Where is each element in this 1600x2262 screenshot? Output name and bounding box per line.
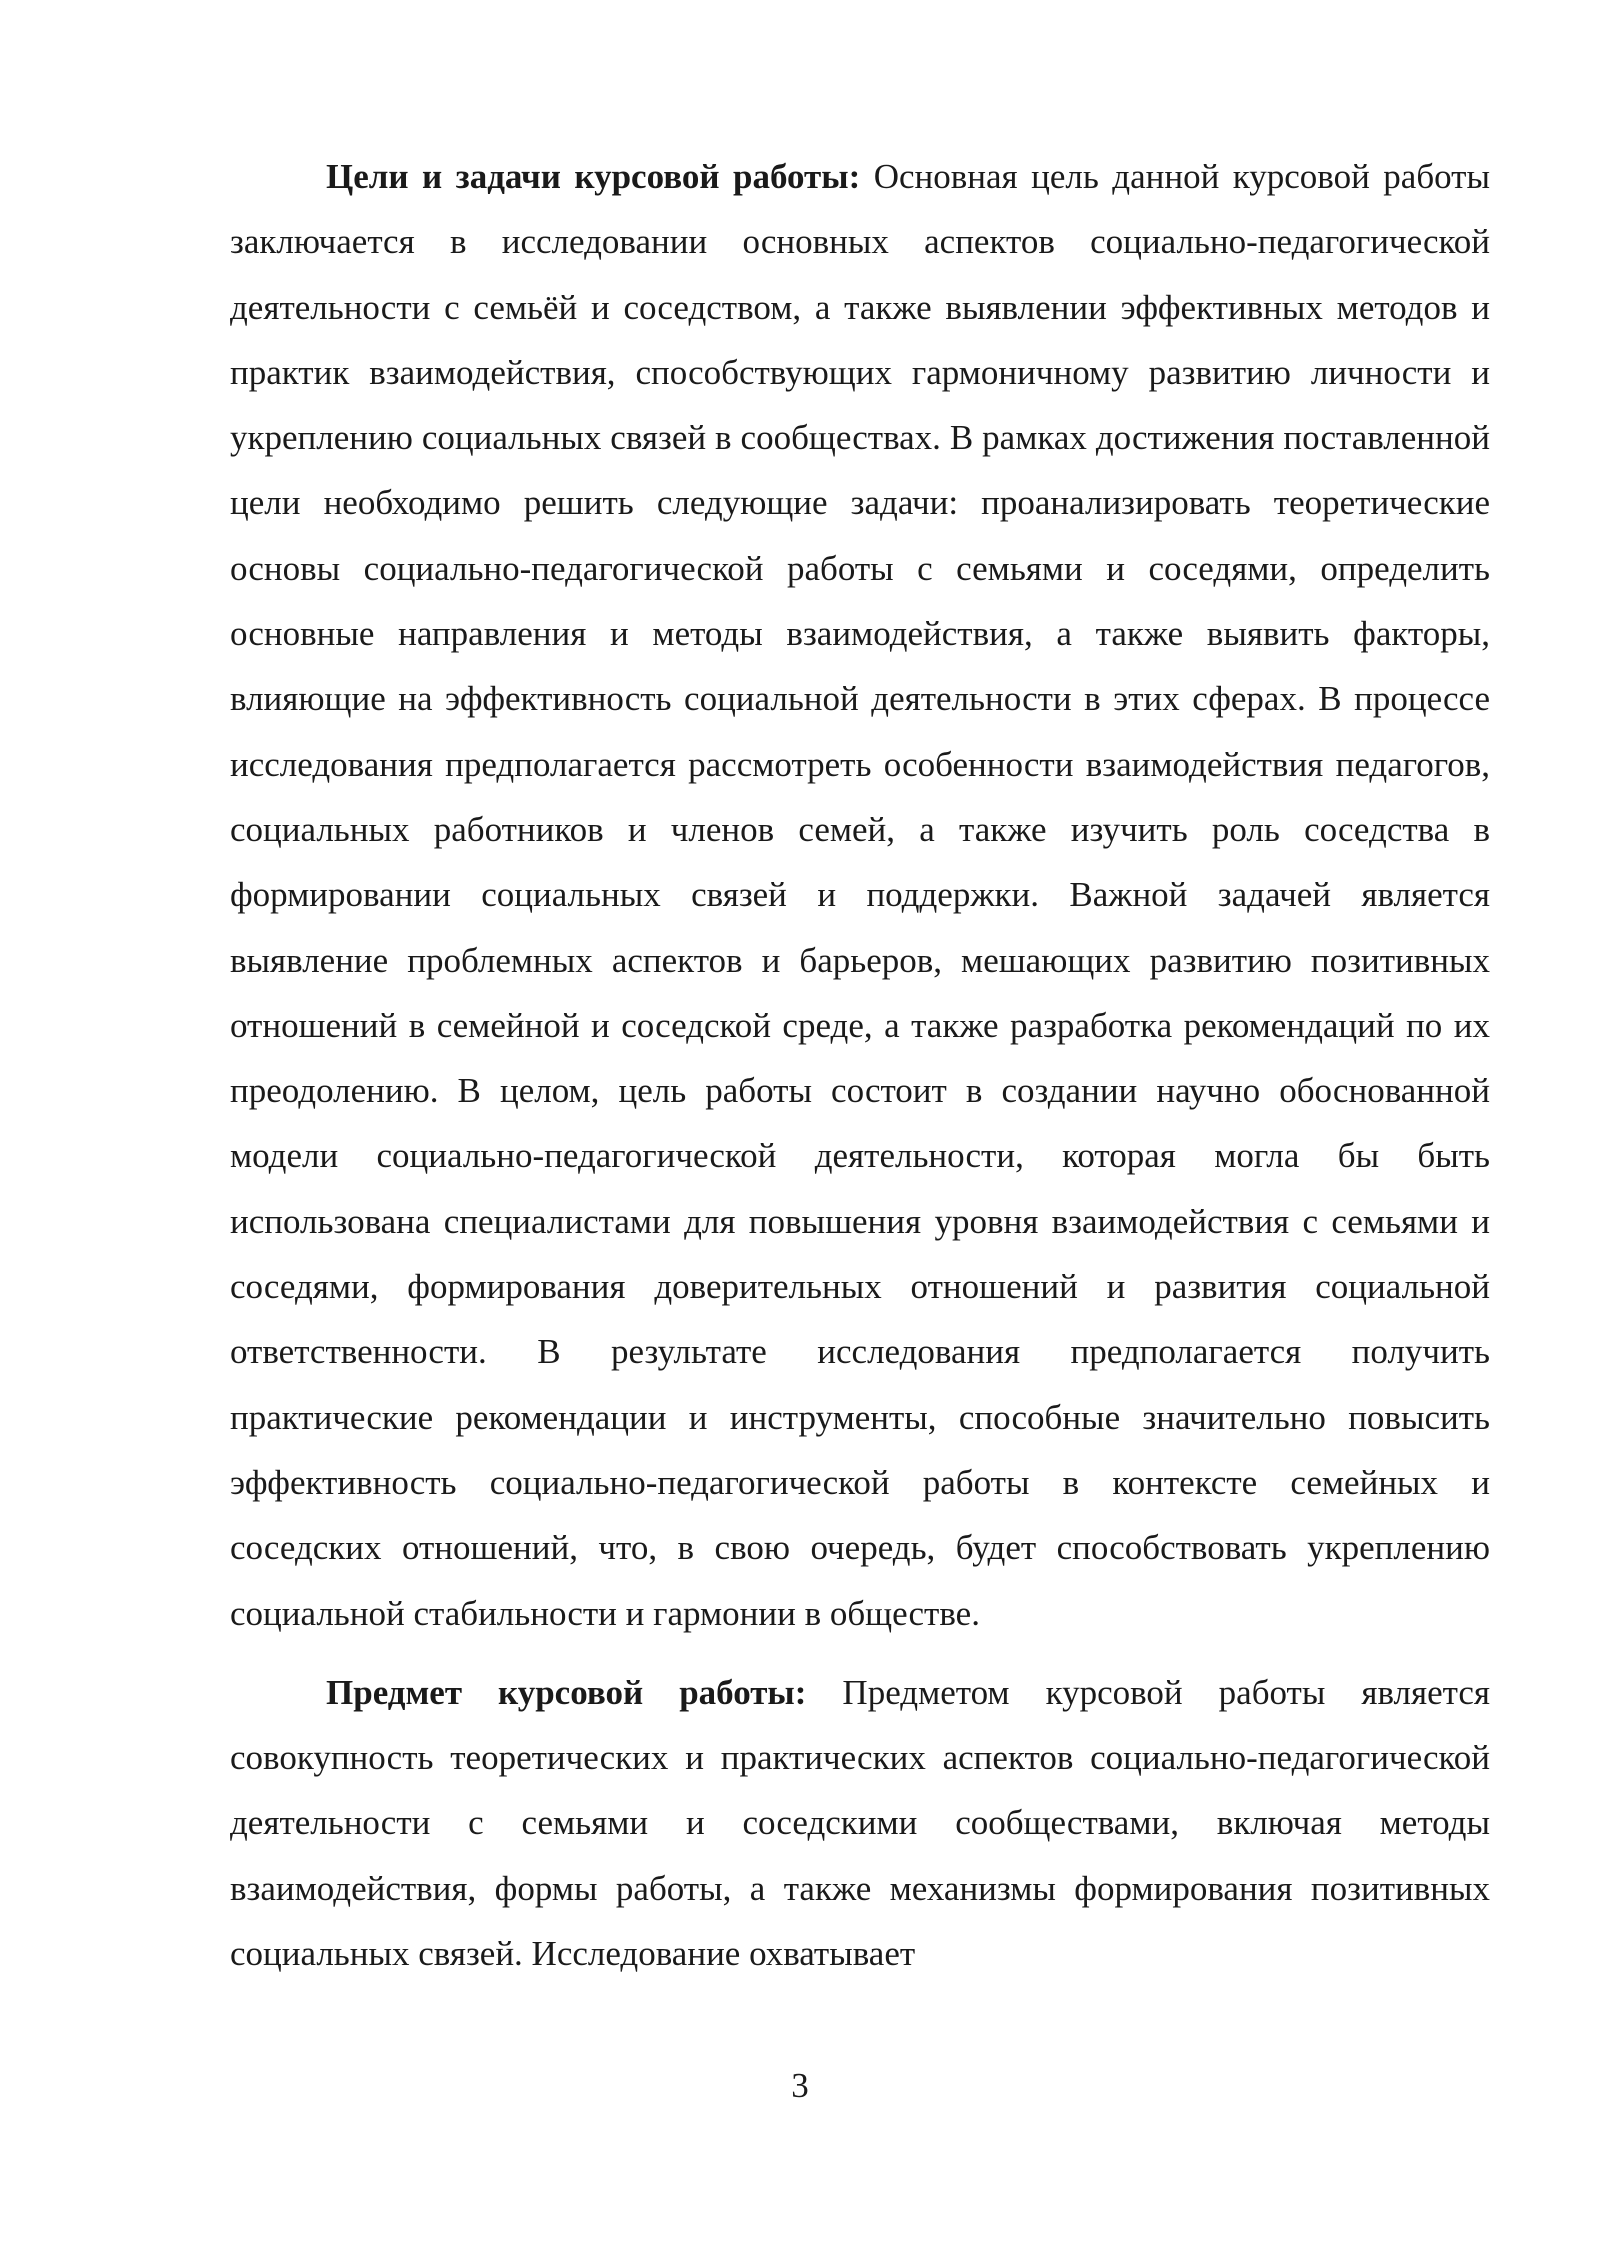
subject-heading: Предмет курсовой работы: [326, 1672, 807, 1712]
subject-paragraph [230, 1660, 1490, 1986]
goals-paragraph [230, 144, 1490, 1646]
page-number: 3 [791, 2066, 809, 2105]
page-content [230, 144, 1490, 2000]
subject-text: Предметом курсовой работы является совокупность теоретических и практических аспектов социально-педагогической деятельности с семьями и соседскими сообществами, включая методы взаимодействия, формы работы, а также механизмы формирования позитивных социальных связей. Исследование охватывает [230, 1672, 1490, 1974]
goals-heading: Цели и задачи курсовой работы: [326, 157, 861, 196]
goals-text: Основная цель данной курсовой работы заключается в исследовании основных аспектов социально-педагогической деятельности с семьёй и соседством, а также выявлении эффективных методов и практик взаимодействия, способствующих гармоничному развитию личности и укреплению социальных связей в сообществах. В рамках достижения поставленной цели необходимо решить следующие задачи: проанализировать теоретические основы социально-педагогической работы с семьями и соседями, определить основные направления и методы взаимодействия, а также выявить факторы, влияющие на эффективность социальной деятельности в этих сферах. В процессе исследования предполагается рассмотреть особенности взаимодействия педагогов, социальных работников и членов семей, а также изучить роль соседства в формировании социальных связей и поддержки. Важной задачей является выявление проблемных аспектов и барьеров, мешающих развитию позитивных отношений в семейной и соседской среде, а также разработка рекомендаций по их преодолению. В целом, цель работы состоит в создании научно обоснованной модели социально-педагогической деятельности, которая могла бы быть использована специалистами для повышения уровня взаимодействия с семьями и соседями, формирования доверительных отношений и развития социальной ответственности. В результате исследования предполагается получить практические рекомендации и инструменты, способные значительно повысить эффективность социально-педагогической работы в контексте семейных и соседских отношений, что, в свою очередь, будет способствовать укреплению социальной стабильности и гармонии в обществе. [230, 157, 1490, 1633]
